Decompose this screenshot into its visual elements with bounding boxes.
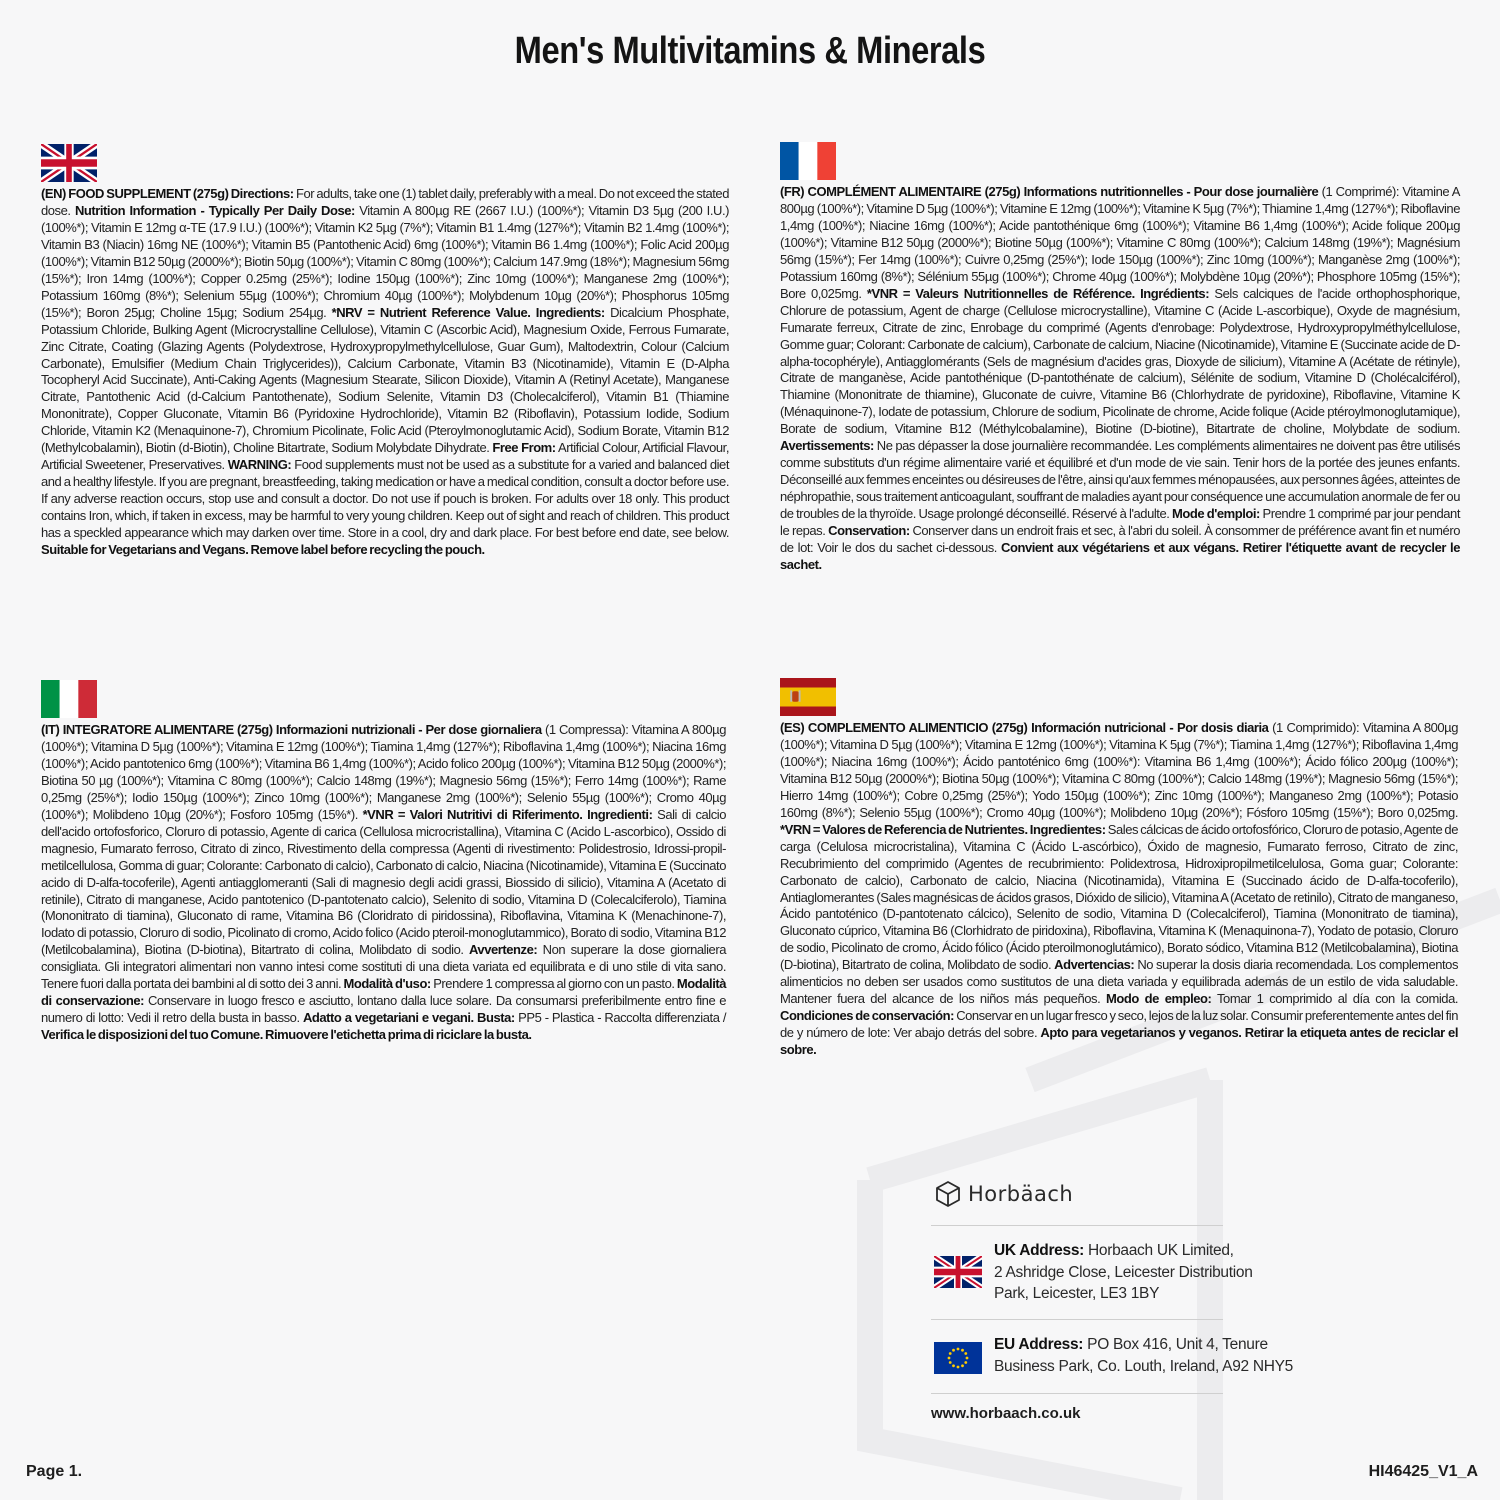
body-text: Artificial Colour, Artificial Flavour, Artificial Sweetener, Preservatives. bbox=[41, 440, 729, 473]
body-text: Vitamin A 800µg RE (2667 I.U.) (100%*); Vitamin D3 5µg (200 I.U.) (100%*); Vitamin E 12mg α-TE (17.9 I.U.) (100%*); Vitamin K2 5µg (7%*); Vitamin B1 1.4mg (127%*); Vitamin B2 1.4mg (100%*); Vitamin B3 (Niacin) 16mg NE (100%*); Vitamin B5 (Pantothenic Acid) 6mg (100%*); Vitamin B6 1.4mg (100%*); Folic Acid 200µg (100%*); Vitamin B12 50µg (2000%*); Biotin 50µg (100%*); Vitamin C 80mg (100%*); Calcium 147.9mg (18%*); Magnesium 56mg (15%*); Iron 14mg (100%*); Copper 0.25mg (25%*); Iodine 150µg (100%*); Zinc 10mg (100%*); Manganese 2mg (100%*); Potassium 160mg (8%*); Selenium 55µg (100%*); Chromium 40µg (100%*); Molybdenum 10µg (20%*); Phosphorus 105mg (15%*); Boron 25µg; Choline 15µg; Sodium 254µg. bbox=[41, 202, 729, 320]
divider bbox=[931, 1225, 1223, 1226]
section-en bbox=[41, 144, 729, 559]
bold-heading-text: Condiciones de conservación: bbox=[780, 1008, 954, 1024]
bold-heading-text: (EN) FOOD SUPPLEMENT (275g) Directions: bbox=[41, 186, 294, 201]
body-text: Sali di calcio dell'acido ortofosforico, Cloruro di potassio, Agente di carica (Cellulosa microcristallina), Vitamina C (Acido L-ascorbico), Ossido di magnesio, Fumarato ferroso, Citrato di zinco, Rivestimento della compressa (Agenti di rivestimento: Polidestrosio, Idrossi-propil-metilcellulosa, Gomma di guar; Colorante: Carbonato di calcio), Carbonato di calcio, Niacina (Nicotinamide), Vitamina E (Succinato acido di D-alfa-tocoferile), Agenti antiagglomeranti (Sali di magnesio degli acidi grassi, Biossido di silicio), Vitamina A (Acetato di retinile), Citrato di manganese, Acido pantotenico (D-pantotenato calcio), Selenito di sodio, Vitamina D (Colecalciferolo), Tiamina (Mononitrato di tiamina), Gluconato di rame, Vitamina B6 (Cloridrato di piridossina), Riboflavina, Vitamina K (Menachinone-7), Iodato di potassio, Cloruro di sodio, Picolinato di cromo, Acido folico (Acido pteroil-monoglutammico), Borato di sodio, Vitamina B12 (Metilcobalamina), Biotina (D-biotina), Bitartrato di colina, Molibdato di sodio. bbox=[41, 806, 727, 958]
brand-name: Horbäach bbox=[968, 1182, 1074, 1206]
body-text: Food supplements must not be used as a substitute for a varied and balanced diet and a healthy lifestyle. If you are pregnant, breastfeeding, taking medication or have a medical condition, consult a doctor before use. If any adverse reaction occurs, stop use and consult a doctor. Do not use if pouch is broken. For adults over 18 only. This product contains Iron, which, if taken in excess, may be harmful to very young children. Keep out of sight and reach of children. This product has a speckled appearance which may darken over time. Store in a cool, dry and dark place. For best before end date, see below. bbox=[41, 457, 729, 541]
section-text-es bbox=[780, 720, 1458, 1059]
bold-heading-text: (ES) COMPLEMENTO ALIMENTICIO (275g) Información nutricional - Por dosis diaria bbox=[780, 720, 1269, 735]
divider bbox=[931, 1393, 1223, 1394]
bold-heading-text: *VNR = Valeurs Nutritionnelles de Référence. Ingrédients: bbox=[866, 285, 1210, 301]
uk-address-block bbox=[934, 1240, 1253, 1305]
france-flag-icon bbox=[780, 142, 836, 180]
page-title: Men's Multivitamins & Minerals bbox=[514, 30, 986, 72]
body-text: Prendere 1 compressa al giorno con un pasto. bbox=[430, 976, 677, 992]
uk-address-label: UK Address: bbox=[994, 1242, 1085, 1259]
eu-address-line1: PO Box 416, Unit 4, Tenure bbox=[1083, 1336, 1268, 1353]
body-text: Prendre 1 comprimé par jour pendant le repas. bbox=[780, 506, 1460, 539]
section-fr bbox=[780, 142, 1460, 574]
uk-address-line2: 2 Ashridge Close, Leicester Distribution bbox=[994, 1263, 1253, 1281]
body-text: For adults, take one (1) tablet daily, preferably with a meal. Do not exceed the stated dose. bbox=[41, 186, 729, 218]
document-code: HI46425_V1_A bbox=[1368, 1463, 1478, 1480]
bold-heading-text: Avvertenze: bbox=[468, 942, 538, 958]
bold-heading-text: Avertissements: bbox=[780, 438, 874, 454]
bold-heading-text: Apto para vegetarianos y veganos. Retirar la etiqueta antes de reciclar el sobre. bbox=[780, 1025, 1458, 1058]
section-text-it bbox=[41, 722, 726, 1044]
bold-heading-text: Convient aux végétariens et aux végans. Retirer l'étiquette avant de recycler le sachet. bbox=[780, 540, 1460, 572]
bold-heading-text: Mode d'emploi: bbox=[1172, 506, 1260, 522]
body-text: (1 Comprimé): Vitamine A 800µg (100%*); Vitamine D 5µg (100%*); Vitamine E 12mg (100%*); Vitamine K 5µg (7%*); Thiamine 1,4mg (127%*); Riboflavine 1,4mg (100%*); Niacine 16mg (100%*); Acide pantothénique 6mg (100%*); Vitamine B6 1,4mg (100%*); Acide folique 200µg (100%*); Vitamine B12 50µg (2000%*); Biotine 50µg (100%*); Vitamine C 80mg (100%*); Calcium 148mg (19%*); Magnésium 56mg (15%*); Fer 14mg (100%*); Cuivre 0,25mg (25%*); Iode 150µg (100%*); Zinc 10mg (100%*); Manganèse 2mg (100%*); Potassium 160mg (8%*); Sélénium 55µg (100%*); Chrome 40µg (100%*); Molybdène 10µg (20%*); Phosphore 105mg (15%*); Bore 0,025mg. bbox=[780, 184, 1460, 301]
bold-heading-text: Verifica le disposizioni del tuo Comune. Rimuovere l'etichetta prima di riciclare la busta. bbox=[41, 1027, 532, 1043]
body-text: PP5 - Plastica - Raccolta differenziata / bbox=[514, 1010, 726, 1026]
spain-flag-icon bbox=[780, 678, 836, 716]
bold-heading-text: (IT) INTEGRATORE ALIMENTARE (275g) Informazioni nutrizionali - Per dose giornaliera bbox=[41, 722, 542, 737]
eu-flag-icon bbox=[934, 1342, 982, 1374]
body-text: Tomar 1 comprimido al día con la comida. bbox=[1211, 991, 1459, 1007]
body-text: Dicalcium Phosphate, Potassium Chloride, Bulking Agent (Microcrystalline Cellulose), Vitamin C (Ascorbic Acid), Magnesium Oxide, Ferrous Fumarate, Zinc Citrate, Coating (Glazing Agents (Polydextrose, Hydroxypropylmethylcellulose, Guar Gum), Maltodextrin, Colour (Calcium Carbonate), Emulsifier (Medium Chain Triglycerides)), Calcium Carbonate, Vitamin B3 (Nicotinamide), Vitamin E (D-Alpha Tocopheryl Acid Succinate), Anti-Caking Agents (Magnesium Stearate, Silicon Dioxide), Vitamin A (Retinyl Acetate), Manganese Citrate, Pantothenic Acid (d-Calcium Pantothenate), Sodium Selenite, Vitamin D3 (Cholecalciferol), Vitamin B1 (Thiamine Mononitrate), Copper Gluconate, Vitamin B6 (Pyridoxine Hydrochloride), Vitamin B2 (Riboflavin), Potassium Iodide, Sodium Chloride, Vitamin K2 (Menaquinone-7), Chromium Picolinate, Folic Acid (Pteroylmonoglutamic Acid), Sodium Borate, Vitamin B12 (Methylcobalamin), Biotin (d-Biotin), Choline Bitartrate, Sodium Molybdate Dihydrate. bbox=[41, 304, 729, 456]
bold-heading-text: Free From: bbox=[492, 440, 556, 456]
body-text: Conservar en un lugar fresco y seco, lejos de la luz solar. Consumir preferentemente antes del fin de y número de lote: Ver abajo detrás del sobre. bbox=[780, 1008, 1458, 1041]
body-text: Sales cálcicas de ácido ortofosfórico, Cloruro de potasio, Agente de carga (Celulosa microcristalina), Vitamina C (Ácido L-ascórbico), Óxido de magnesio, Fumarato ferroso, Citrato de zinc, Recubrimiento del comprimido (Agentes de recubrimiento: Polidextrosa, Hidroxipropilmetilcelulosa, Goma guar; Colorante: Carbonato de calcio), Carbonato de calcio, Niacina (Nicotinamida), Vitamina E (Succinado ácido de D-alfa-tocoferilo), Antiaglomerantes (Sales magnésicas de ácidos grasos, Dióxido de silicio), Vitamina A (Acetato de retinilo), Citrato de manganeso, Ácido pantoténico (D-pantotenato cálcico), Selenito de sodio, Vitamina D (Colecalciferol), Tiamina (Mononitrato de tiamina), Gluconato cúprico, Vitamina B6 (Clorhidrato de piridoxina), Riboflavina, Vitamina K (Menaquinona-7), Yodato de potasio, Cloruro de sodio, Picolinato de cromo, Ácido fólico (Ácido pteroilmonoglutámico), Borato sódico, Vitamina B12 (Metilcobalamina), Biotina (D-biotina), Bitartrato de colina, Molibdato de sodio. bbox=[780, 821, 1458, 973]
section-text-en bbox=[41, 186, 729, 559]
uk-flag-icon bbox=[41, 144, 97, 182]
eu-address-block bbox=[934, 1334, 1293, 1377]
uk-address-line1: Horbaach UK Limited, bbox=[1084, 1242, 1234, 1259]
bold-heading-text: Modalità di conservazione: bbox=[41, 976, 727, 1009]
bold-heading-text: Modo de empleo: bbox=[1106, 991, 1212, 1007]
section-text-fr bbox=[780, 184, 1460, 574]
body-text: Conservare in luogo fresco e asciutto, lontano dalla luce solare. Da consumarsi preferibilmente entro fine e numero di lotto: Vedi il retro della busta in basso. bbox=[41, 993, 727, 1026]
bold-heading-text: *VNR = Valori Nutritivi di Riferimento. Ingredienti: bbox=[362, 806, 653, 822]
italy-flag-icon bbox=[41, 680, 97, 718]
website-link[interactable]: www.horbaach.co.uk bbox=[931, 1405, 1081, 1422]
body-text: Non superare la dose giornaliera consigliata. Gli integratori alimentari non vanno intesi come sostituti di una dieta variata ed equilibrata e di uno stile di vita sano. Tenere fuori dalla portata dei bambini al di sotto dei 3 anni. bbox=[41, 942, 726, 992]
body-text: (1 Compressa): Vitamina A 800µg (100%*); Vitamina D 5µg (100%*); Vitamina E 12mg (100%*); Tiamina 1,4mg (127%*); Riboflavina 1,4mg (100%*); Niacina 16mg (100%*); Acido pantotenico 6mg (100%*); Vitamina B6 1,4mg (100%*); Acido folico 200µg (100%*); Vitamina B12 50µg (2000%*); Biotina 50 µg (100%*); Vitamina C 80mg (100%*); Calcio 148mg (19%*); Magnesio 56mg (15%*); Ferro 14mg (100%*); Rame 0,25mg (25%*); Iodio 150µg (100%*); Zinco 10mg (100%*); Manganese 2mg (100%*); Selenio 55µg (100%*); Cromo 40µg (100%*); Molibdeno 10µg (20%*); Fosforo 105mg (15%*). bbox=[41, 722, 726, 822]
body-text: Conserver dans un endroit frais et sec, à l'abri du soleil. À consommer de préférence avant fin et numéro de lot: Voir le dos du sachet ci-dessous. bbox=[780, 523, 1460, 556]
divider bbox=[931, 1319, 1223, 1320]
eu-address-label: EU Address: bbox=[994, 1336, 1084, 1353]
body-text: No superar la dosis diaria recomendada. Los complementos alimenticios no deben ser usados como sustitutos de una dieta variada y equilibrada además de un estilo de vida saludable. Mantener fuera del alcance de los niños más pequeños. bbox=[780, 957, 1458, 1007]
bold-heading-text: Suitable for Vegetarians and Vegans. Remove label before recycling the pouch. bbox=[41, 542, 485, 558]
uk-flag-icon bbox=[934, 1256, 982, 1288]
bold-heading-text: WARNING: bbox=[227, 457, 292, 473]
brand-logo bbox=[934, 1180, 1073, 1208]
bold-heading-text: *NRV = Nutrient Reference Value. Ingredients: bbox=[331, 304, 605, 320]
bold-heading-text: Advertencias: bbox=[1054, 957, 1135, 973]
bold-heading-text: Adatto a vegetariani e vegani. Busta: bbox=[302, 1010, 515, 1026]
eu-address-line2: Business Park, Co. Louth, Ireland, A92 NHY5 bbox=[994, 1357, 1293, 1375]
section-es bbox=[780, 678, 1458, 1059]
body-text: Sels calciques de l'acide orthophosphorique, Chlorure de potassium, Agent de charge (Cellulose microcrystalline), Vitamine C (Acide L-ascorbique), Oxyde de magnésium, Fumarate ferreux, Citrate de zinc, Enrobage du comprimé (Agents d'enrobage: Polydextrose, Hydroxypropylméthylcellulose, Gomme guar; Colorant: Carbonate de calcium), Carbonate de calcium, Niacine (Nicotinamide), Vitamine E (Succinate acide de D-alpha-tocophéryle), Antiagglomérants (Sels de magnésium d'acides gras, Dioxyde de silicium), Vitamine A (Acétate de rétinyle), Citrate de manganèse, Acide pantothénique (D-pantothénate de calcium), Sélénite de sodium, Vitamine D (Cholécalciférol), Thiamine (Mononitrate de thiamine), Gluconate de cuivre, Vitamine B6 (Chlorhydrate de pyridoxine), Riboflavine, Vitamine K (Ménaquinone-7), Iodate de potassium, Chlorure de sodium, Picolinate de chrome, Acide folique (Acide ptéroylmonoglutamique), Borate de sodium, Vitamine B12 (Méthylcobalamine), Biotine (D-biotine), Bitartrate de choline, Molybdate de sodium. bbox=[780, 285, 1460, 437]
bold-heading-text: (FR) COMPLÉMENT ALIMENTAIRE (275g) Informations nutritionnelles - Pour dose journalière bbox=[780, 184, 1319, 199]
body-text: Ne pas dépasser la dose journalière recommandée. Les compléments alimentaires ne doivent pas être utilisés comme substituts d'un régime alimentaire varié et équilibré et d'un mode de vie sain. Tenir hors de la portée des jeunes enfants. Déconseillé aux femmes enceintes ou désireuses de l'être, ainsi qu'aux femmes ménopausées, aux personnes âgées, atteintes de néphropathie, sous traitement anticoagulant, souffrant de maladies ayant pour conséquence une accumulation anormale de fer ou de troubles de la thyroïde. Usage prolongé déconseillé. Réservé à l'adulte. bbox=[780, 438, 1460, 522]
uk-address-line3: Park, Leicester, LE3 1BY bbox=[994, 1285, 1160, 1302]
body-text: (1 Comprimido): Vitamina A 800µg (100%*); Vitamina D 5µg (100%*); Vitamina E 12mg (100%*); Vitamina K 5µg (7%*); Tiamina 1,4mg (127%*); Riboflavina 1,4mg (100%*); Niacina 16mg (100%*); Ácido pantoténico 6mg (100%*): Vitamina B6 1,4mg (100%*); Ácido fólico 200µg (100%*); Vitamina B12 50µg (2000%*); Biotina 50µg (100%*); Vitamina C 80mg (100%*); Calcio 148mg (19%*); Magnesio 56mg (15%*); Hierro 14mg (100%*); Cobre 0,25mg (25%*); Yodo 150µg (100%*); Zinc 10mg (100%*); Manganeso 2mg (100%*); Potasio 160mg (8%*); Selenio 55µg (100%*); Cromo 40µg (100%*); Molibdeno 10µg (20%*); Fósforo 105mg (15%*); Boro 0,025mg. bbox=[780, 720, 1458, 820]
bold-heading-text: Modalità d'uso: bbox=[343, 976, 431, 992]
hexagon-cube-logo-icon bbox=[934, 1180, 962, 1208]
page-number: Page 1. bbox=[26, 1463, 83, 1480]
bold-heading-text: *VRN = Valores de Referencia de Nutrientes. Ingredientes: bbox=[780, 821, 1106, 837]
section-it bbox=[41, 680, 726, 1044]
bold-heading-text: Nutrition Information - Typically Per Daily Dose: bbox=[74, 202, 355, 218]
bold-heading-text: Conservation: bbox=[828, 523, 910, 539]
